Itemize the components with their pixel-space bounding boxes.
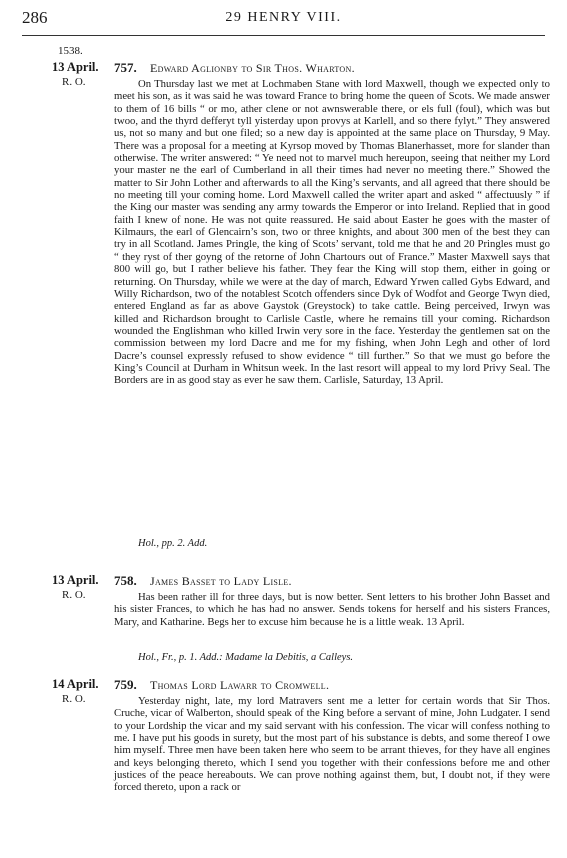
- entry-date: 14 April.: [52, 677, 99, 691]
- margin-year: 1538.: [58, 45, 83, 57]
- entry-date: 13 April.: [52, 60, 99, 74]
- page-number: 286: [22, 8, 48, 27]
- entry-number: 759.: [114, 677, 137, 692]
- entry-title: James Basset to Lady Lisle.: [150, 574, 292, 588]
- entry-footer: Hol., pp. 2. Add.: [138, 538, 208, 549]
- entry-source: R. O.: [62, 589, 86, 601]
- entry-number: 757.: [114, 60, 137, 75]
- entry-source: R. O.: [62, 693, 86, 705]
- page-header: [22, 8, 545, 30]
- entry-title: Edward Aglionby to Sir Thos. Wharton.: [150, 61, 355, 75]
- entry-source: R. O.: [62, 76, 86, 88]
- entry-number: 758.: [114, 573, 137, 588]
- header-rule: [22, 35, 545, 36]
- entry-date: 13 April.: [52, 573, 99, 587]
- entry-title: Thomas Lord Lawarr to Cromwell.: [150, 678, 330, 692]
- entry-body: Has been rather ill for three days, but is now better. Sent letters to his brother John Basset and his sister Frances, to which he has had no answer. Sends tokens for herself and his sisters Frances, Mary, and Katharine. Begs her to excuse him because he is a little weak. 13 April.: [114, 591, 550, 628]
- entry-body: On Thursday last we met at Lochmaben Stane with lord Maxwell, though we expected only to meet his son, as it was said he was toward France to bring home the queen of Scots. We made answer to them of 16 bills “ or mo, ather clene or not awnswerable there, or els full (foul), which was but twoo, and the thyrd defferyt tyll yisterday upon provys at Karlell, and so there fylyt.” They answered us, not so many and but one filed; so a new day is appointed at the same place on Thursday, 9 May. There was a proposal for a meeting at Kyrsop moved by Thomas Blanerhasset, more for slander than otherwise. The writer answered: “ Ye need not to marvel much hereupon, seeing that neither my Lord your master ne the earl of Cumberland in all their times had never no meeting there.” Showed the matter to Sir John Lother and afterwards to all the King’s servants, and all agreed that there should be no meeting till your coming home. Lord Maxwell called the writer apart and asked “ affectuusly ” if the King our master was sending any army towards the Emperor or into Ireland. Replied that in good faith I knew of none. He was not quite reassured. He said about Easter he goes with the master of Kilmaurs, the earl of Glencairn’s son, two or three knights, and about 300 men of the best they can try in all Scotland. James Pringle, the king of Scots’ servant, told me that he and 20 Pringles must go “ they ryst of ther goyng of the retorne of John Chartours out of France.” Master Maxwell says that 800 will go, but I rather believe his father. They fear the King will stop them, either in going or returning. On Thursday, while we were at the day of march, Edward Yrwen called Gybs Edward, and Willy Richardson, two of the notablest Scotch offenders since Dyk of Wodfot and George Twyn died, entered England as far as above Gaystok (Greystock) to take cattle. Being perceived, Irwyn was killed and Richardson brought to Carlisle Castle, where he remains till your coming. Richardson wounded the Englishman who killed Irwin very sore in the face. Yesterday the gentlemen sat on the commission between my lord Dacre and me for my fishing, when John Legh and other of lord Dacre’s counsel expressly refused to show evidence “ till further.” So that we must go before the King’s Council at Durham in Whitsun week. In the last resort will appeal to my lord Privy Seal. The Borders are in as good stay as ever he saw them. Carlisle, Saturday, 13 April.: [114, 78, 550, 387]
- entry-footer: Hol., Fr., p. 1. Add.: Madame la Debitis, a Calleys.: [138, 652, 354, 663]
- running-title: 29 HENRY VIII.: [225, 10, 342, 25]
- entry-body: Yesterday night, late, my lord Matravers sent me a letter for certain words that Sir Thos. Cruche, vicar of Walberton, should speak of the King before a servant of mine, John Ludgater. I send to your Lordship the vicar and my said servant with his confession. The vicar will confess nothing to me. I have put his goods in surety, but the most part of his substance is debts, and some thereof I owe him myself. Three men have been taken here who seem to be arrant thieves, for they have all engines and keys belonging thereto, which I send you together with their confessions before me and other justices of the peace hereabouts. We can prove nothing against them, but, I doubt not, if they were forced thereto, upon a rack or: [114, 695, 550, 794]
